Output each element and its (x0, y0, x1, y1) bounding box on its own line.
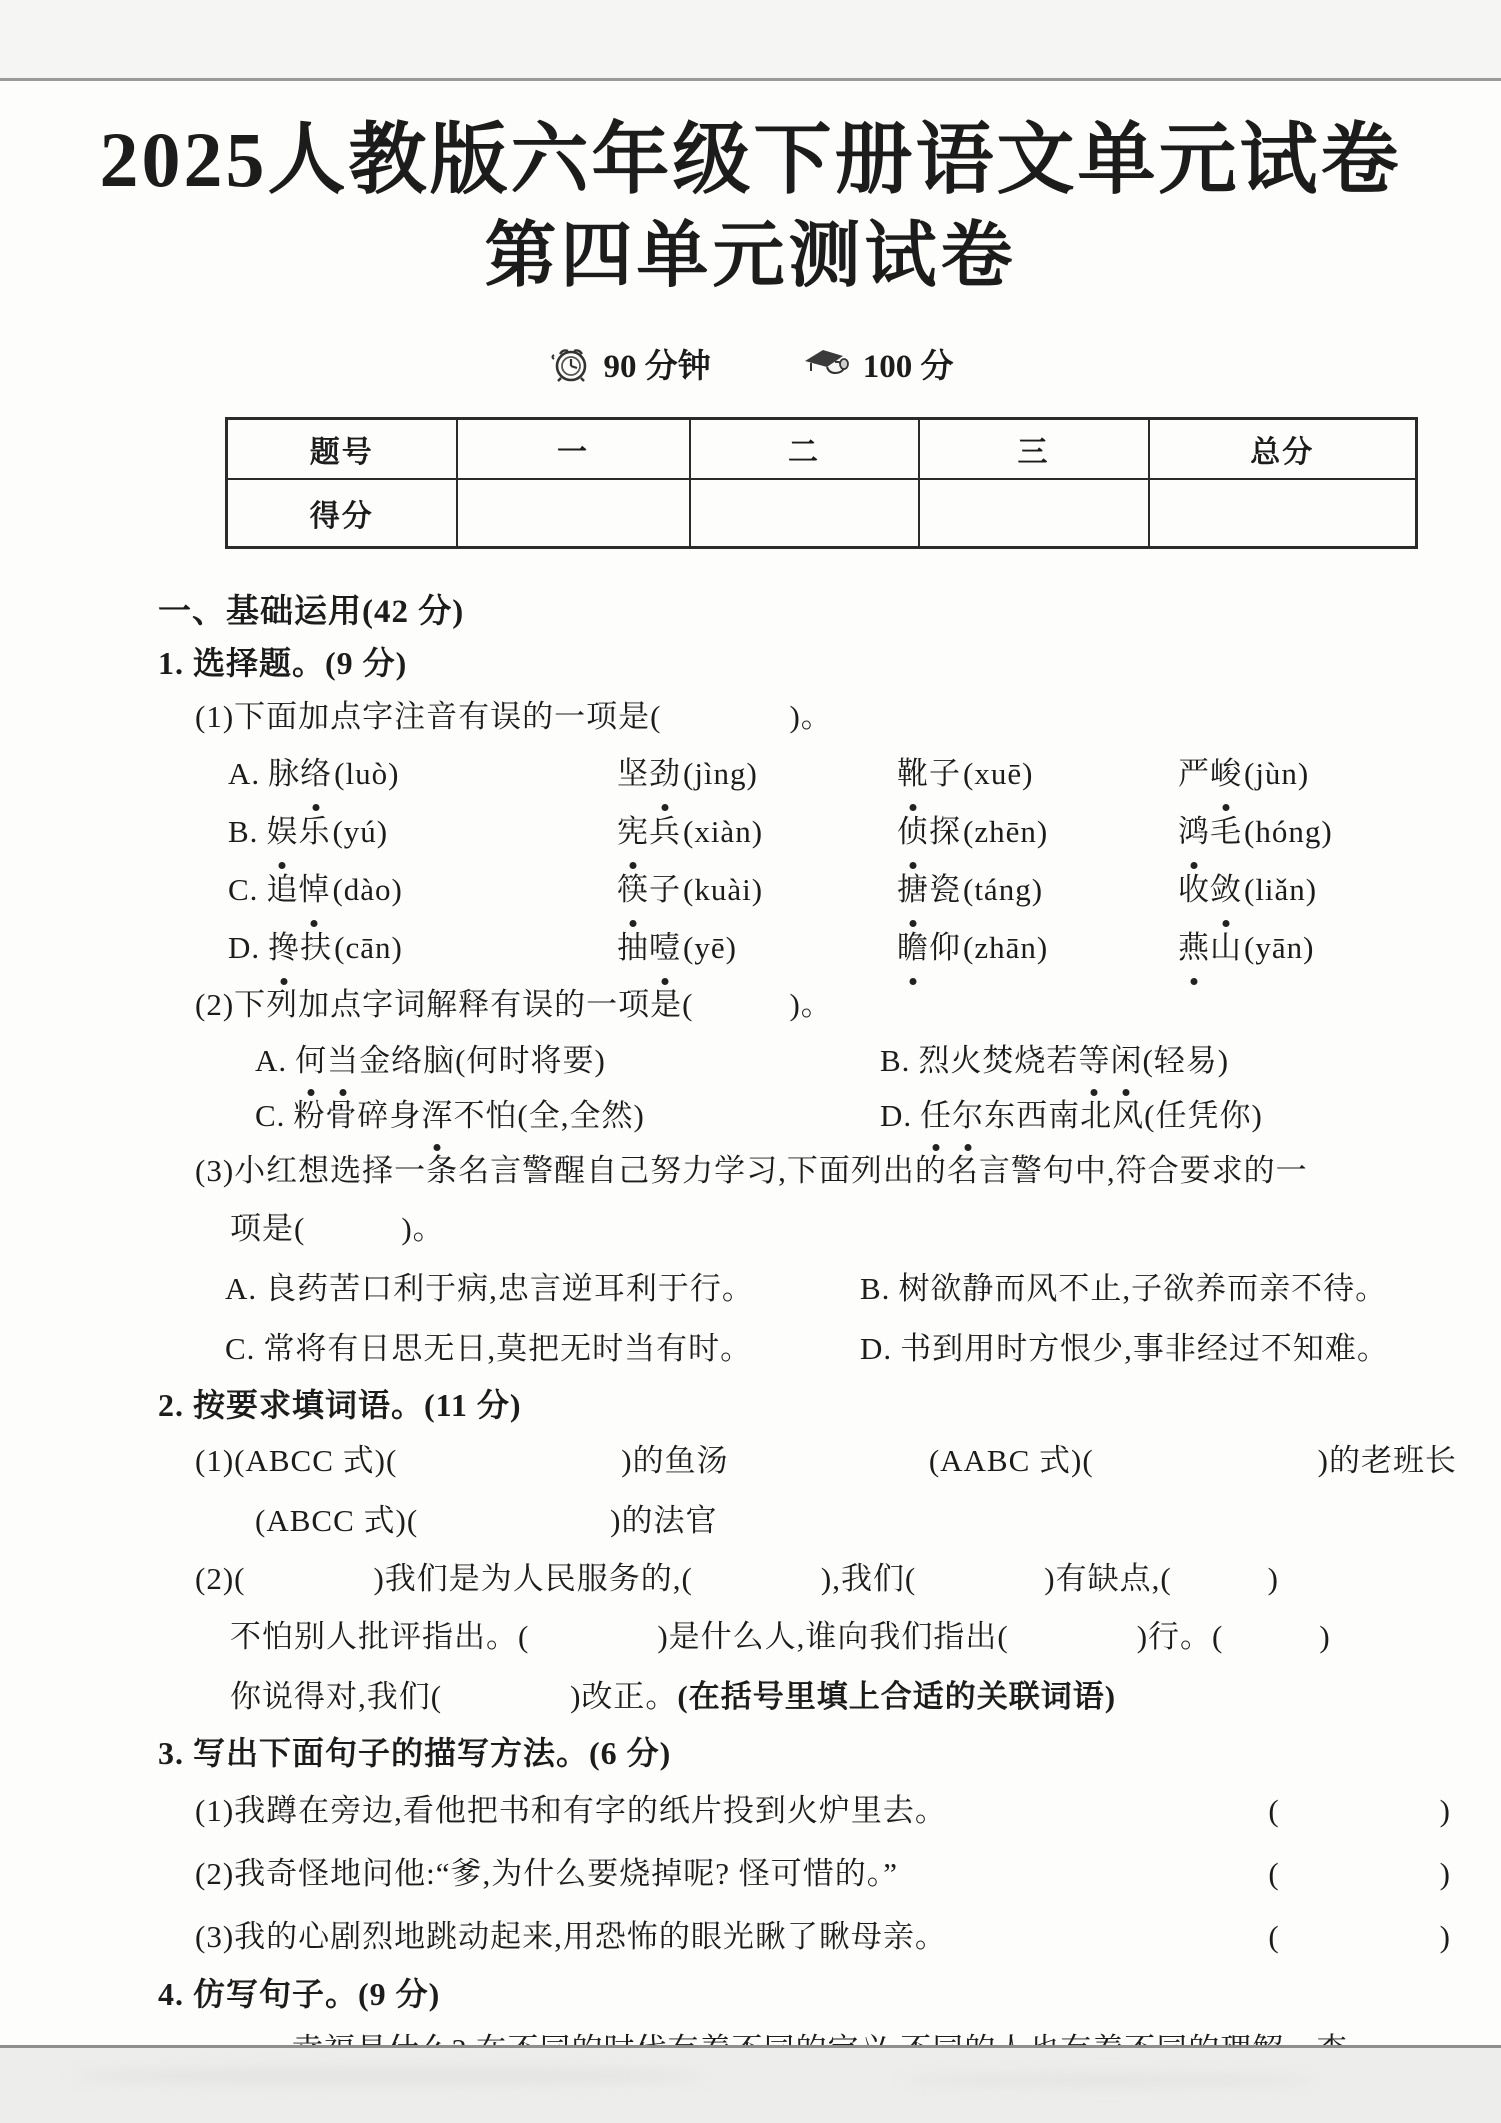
option-text: 书到用时方恨少,事非经过不知难。 (900, 1330, 1389, 1366)
word-post: 金络脑(何时将要) (359, 1042, 606, 1078)
option-item (255, 1088, 880, 1143)
exam-sheet (0, 81, 1501, 2076)
option-item (880, 1088, 1465, 1143)
total-score-item (801, 340, 954, 387)
word-post: 扶 (300, 929, 333, 965)
page-bottom-band (0, 2045, 1501, 2123)
word-post: 毛 (1210, 813, 1242, 849)
pinyin-label: (kuài) (683, 871, 764, 907)
dotted-char: 等 (1078, 1033, 1110, 1088)
dotted-char: 噎 (649, 919, 681, 977)
q1-part3-stem-line1: (3)小红想选择一条名言警醒自己努力学习,下面列出的名言警句中,符合要求的一 (195, 1152, 1308, 1188)
pinyin-label: (táng) (963, 871, 1044, 907)
option-item (225, 1259, 860, 1319)
word-post: 子 (649, 871, 681, 907)
pinyin-label: (luò) (334, 755, 400, 791)
q3-item (158, 1842, 1465, 1905)
q1-part2-stem: (2)下列加点字词解释有误的一项是( )。 (195, 986, 833, 1022)
q2-title: 2. 按要求填词语。(11 分) (158, 1386, 522, 1423)
q2-part1-line2-text: (ABCC 式)( )的法官 (255, 1502, 718, 1538)
word-pre: 脉 (268, 755, 301, 791)
word-pre: 坚 (617, 755, 649, 791)
word-pre: 追 (266, 871, 299, 907)
option-label: C. (228, 871, 259, 907)
score-cell (690, 479, 919, 548)
page-top-band (0, 0, 1501, 81)
q2-part2-note: (在括号里填上合适的关联词语) (677, 1678, 1117, 1714)
dotted-char: 搪 (897, 861, 929, 919)
dotted-char: 尔 (952, 1088, 984, 1143)
option-item (860, 1319, 1465, 1379)
dotted-char: 娱 (266, 803, 298, 861)
answer-blank: ( ) (1268, 1918, 1451, 1954)
dotted-char: 燕 (1178, 919, 1210, 977)
word-post: 兵 (649, 813, 681, 849)
q2-part1-line1-right: (AABC 式)( )的老班长 (928, 1442, 1457, 1478)
pinyin-label: (jìng) (683, 755, 758, 791)
q3-item-text: (1)我蹲在旁边,看他把书和有字的纸片投到火炉里去。 (195, 1792, 947, 1828)
pinyin-row (228, 919, 1465, 977)
option-label: A. (255, 1042, 288, 1078)
option-label: B. (860, 1270, 891, 1306)
option-label: D. (228, 929, 261, 965)
option-item (255, 1033, 880, 1088)
pinyin-label: (jùn) (1244, 755, 1310, 791)
word-post: 仰 (929, 929, 961, 965)
pinyin-label: (dào) (332, 871, 403, 907)
dotted-char: 何 (295, 1033, 327, 1088)
pinyin-item (617, 803, 897, 861)
option-label: A. (228, 755, 261, 791)
q1-title: 1. 选择题。(9 分) (158, 644, 408, 681)
q3-item (158, 1905, 1465, 1968)
section1-heading: 一、基础运用(42 分) (158, 593, 465, 630)
dotted-char: 当 (327, 1033, 359, 1088)
exam-subtitle: 第四单元测试卷 (484, 215, 1017, 296)
q2-part1-line2 (158, 1491, 1465, 1551)
pinyin-item (617, 745, 897, 803)
pinyin-label: (xuē) (963, 755, 1034, 791)
q2-part2-line3-text: 你说得对,我们( )改正。 (230, 1678, 678, 1714)
dotted-char: 峻 (1210, 745, 1242, 803)
word-post: 子 (929, 755, 961, 791)
word-post: 探 (929, 813, 961, 849)
score-cell (919, 479, 1149, 548)
pinyin-label: (yú) (332, 813, 389, 849)
dotted-char: 筷 (617, 861, 649, 919)
score-cell (457, 479, 690, 548)
answer-blank: ( ) (1268, 1855, 1451, 1891)
pinyin-item (1178, 745, 1465, 803)
word-post: 东西南北风(任凭你) (984, 1097, 1263, 1133)
word-post: 不怕(全,全然) (453, 1097, 645, 1133)
pinyin-item (1178, 861, 1465, 919)
word-post: 山 (1210, 929, 1242, 965)
q1-part2-options (158, 1033, 1465, 1143)
pinyin-label: (cān) (334, 929, 403, 965)
exam-meta-row (0, 340, 1501, 387)
score-table-header-cell: 总分 (1149, 418, 1417, 479)
pinyin-row (228, 745, 1465, 803)
dotted-char: 靴 (897, 745, 929, 803)
score-cell (1149, 479, 1417, 548)
scan-smudge (900, 2074, 1320, 2086)
pinyin-item (617, 861, 897, 919)
pinyin-row (228, 861, 1465, 919)
pinyin-item (897, 803, 1178, 861)
pinyin-label: (zhēn) (963, 813, 1049, 849)
option-label: B. (880, 1042, 911, 1078)
dotted-char: 浑 (421, 1088, 453, 1143)
q2-part2-line2: 不怕别人批评指出。( )是什么人,谁向我们指出( )行。( ) (230, 1618, 1331, 1654)
dotted-char: 任 (920, 1088, 952, 1143)
pinyin-item (1178, 919, 1465, 977)
score-table-header-cell: 题号 (227, 418, 457, 479)
option-label: A. (225, 1270, 258, 1306)
option-item (880, 1033, 1465, 1088)
option-label: B. (228, 813, 259, 849)
word-post: 瓷 (929, 871, 961, 907)
pinyin-item (897, 745, 1178, 803)
q1-part1-grid (158, 745, 1465, 977)
q2-part2-line3 (158, 1667, 1465, 1727)
dotted-char: 劲 (649, 745, 681, 803)
dotted-char: 瞻 (897, 919, 929, 977)
pinyin-item (228, 803, 617, 861)
q2-part1-line1-left: (1)(ABCC 式)( )的鱼汤 (195, 1442, 729, 1478)
q3-title: 3. 写出下面句子的描写方法。(6 分) (158, 1734, 672, 1771)
scan-smudge (70, 2068, 710, 2084)
q3-item (158, 1779, 1465, 1842)
word-pre: 严 (1178, 755, 1210, 791)
dotted-char: 宪 (617, 803, 649, 861)
total-score-label: 100 分 (862, 348, 954, 385)
pinyin-row (228, 803, 1465, 861)
word-post: 乐 (298, 813, 331, 849)
word-pre: 抽 (617, 929, 649, 965)
option-label: C. (225, 1330, 256, 1366)
score-table-score-row (227, 479, 1417, 548)
option-item (225, 1319, 860, 1379)
score-table (225, 417, 1418, 549)
score-row-label: 得分 (227, 479, 457, 548)
pinyin-item (617, 919, 897, 977)
pinyin-item (1178, 803, 1465, 861)
dotted-char: 敛 (1210, 861, 1242, 919)
duration-label: 90 分钟 (603, 348, 711, 385)
scroll-icon (801, 343, 851, 383)
pinyin-item (228, 861, 617, 919)
q1-part3-options (158, 1259, 1465, 1379)
option-text: 常将有日思无日,莫把无时当有时。 (263, 1330, 753, 1366)
pinyin-label: (yē) (683, 929, 737, 965)
dotted-char: 闲 (1110, 1033, 1142, 1088)
word-pre: 收 (1178, 871, 1210, 907)
word-pre: 粉骨碎身 (293, 1097, 422, 1133)
pinyin-label: (xiàn) (683, 813, 764, 849)
exam-title: 2025人教版六年级下册语文单元试卷 (99, 116, 1402, 203)
answer-blank: ( ) (1268, 1792, 1451, 1828)
word-pre: 烈火焚烧若 (918, 1042, 1079, 1078)
dotted-char: 侦 (897, 803, 929, 861)
option-item (860, 1259, 1465, 1319)
dotted-char: 搀 (268, 919, 300, 977)
dotted-char: 鸿 (1178, 803, 1210, 861)
q3-items (158, 1779, 1465, 1968)
option-text: 树欲静而风不止,子欲养而亲不待。 (898, 1270, 1388, 1306)
option-text: 良药苦口利于病,忠言逆耳利于行。 (265, 1270, 754, 1306)
duration-item (548, 340, 711, 387)
pinyin-item (228, 919, 617, 977)
exam-content (0, 587, 1501, 2076)
q1-part1-stem: (1)下面加点字注音有误的一项是( )。 (195, 698, 833, 734)
pinyin-item (897, 919, 1178, 977)
score-table-header-cell: 三 (919, 418, 1149, 479)
q2-part1-line1 (158, 1431, 1465, 1491)
clock-icon (548, 341, 592, 385)
option-label: D. (880, 1097, 913, 1133)
pinyin-item (228, 745, 617, 803)
pinyin-label: (hóng) (1244, 813, 1333, 849)
pinyin-label: (yān) (1244, 929, 1315, 965)
dotted-char: 络 (300, 745, 332, 803)
score-table-header-cell: 二 (690, 418, 919, 479)
q3-item-text: (2)我奇怪地问他:“爹,为什么要烧掉呢? 怪可惜的。” (195, 1855, 899, 1891)
dotted-char: 悼 (298, 861, 330, 919)
q4-title: 4. 仿写句子。(9 分) (158, 1975, 441, 2012)
pinyin-label: (liǎn) (1244, 871, 1318, 907)
option-label: C. (255, 1097, 286, 1133)
score-table-header-row (227, 418, 1417, 479)
word-post: (轻易) (1142, 1042, 1230, 1078)
q1-part3-stem-line2: 项是( )。 (230, 1210, 445, 1246)
pinyin-label: (zhān) (963, 929, 1049, 965)
option-label: D. (860, 1330, 893, 1366)
pinyin-item (897, 861, 1178, 919)
score-table-header-cell: 一 (457, 418, 690, 479)
q2-part2-line1: (2)( )我们是为人民服务的,( ),我们( )有缺点,( ) (195, 1560, 1279, 1596)
q3-item-text: (3)我的心剧烈地跳动起来,用恐怖的眼光瞅了瞅母亲。 (195, 1918, 947, 1954)
